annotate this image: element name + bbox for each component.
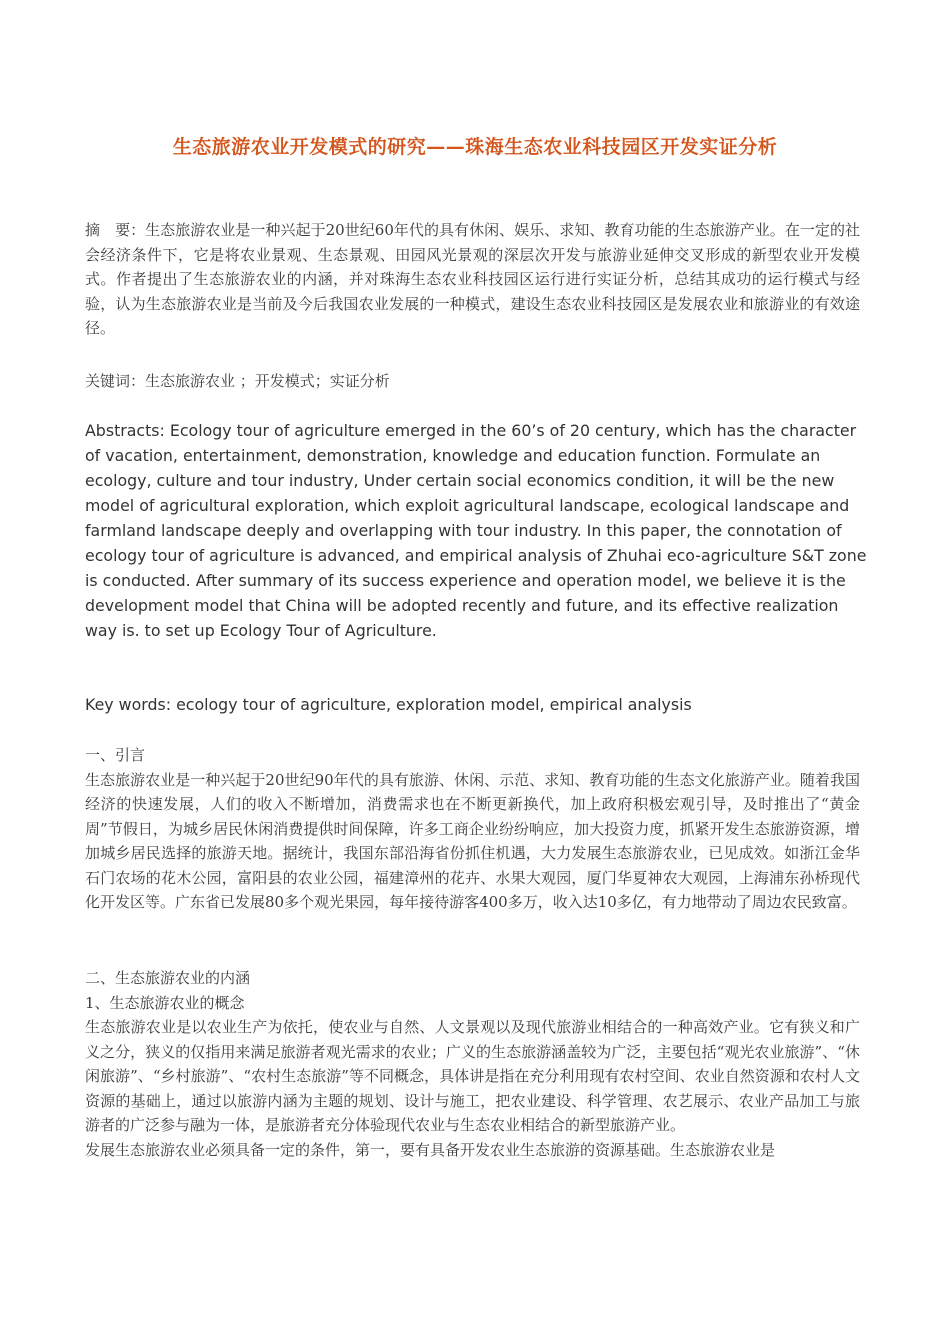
section-paragraph: 生态旅游农业是以农业生产为依托，使农业与自然、人文景观以及现代旅游业相结合的一种高效产业。它有狭义和广义之分，狭义的仅指用来满足旅游者观光需求的农业；广义的生态旅游涵盖较为广泛，主要包括“观光农业旅游”、“休闲旅游”、“乡村旅游”、“农村生态旅游”等不同概念，具体讲是指在充分利用现有农村空间、农业自然资源和农村人文资源的基础上，通过以旅游内涵为主题的规划、设计与施工，把农业建设、科学管理、农艺展示、农业产品加工与旅游者的广泛参与融为一体，是旅游者充分体验现代农业与生态农业相结合的新型旅游产业。 bbox=[85, 1018, 860, 1134]
abstract-cn: 摘 要：生态旅游农业是一种兴起于20世纪60年代的具有休闲、娱乐、求知、教育功能的生态旅游产业。在一定的社会经济条件下，它是将农业景观、生态景观、田园风光景观的深层次开发与旅游业延伸交叉形成的新型农业开发模式。作者提出了生态旅游农业的内涵，并对珠海生态农业科技园区运行进行实证分析，总结其成功的运行模式与经验，认为生态旅游农业是当前及今后我国农业发展的一种模式，建设生态农业科技园区是发展农业和旅游业的有效途径。 bbox=[85, 221, 860, 337]
section-heading: 一、引言 bbox=[85, 746, 146, 764]
section-introduction bbox=[85, 743, 860, 915]
section-connotation bbox=[85, 966, 860, 1162]
section-heading: 二、生态旅游农业的内涵 bbox=[85, 969, 251, 987]
section-subheading: 1、生态旅游农业的概念 bbox=[85, 993, 245, 1012]
section-paragraph: 生态旅游农业是一种兴起于20世纪90年代的具有旅游、休闲、示范、求知、教育功能的生态文化旅游产业。随着我国经济的快速发展，人们的收入不断增加，消费需求也在不断更新换代，加上政府积极宏观引导，及时推出了“黄金周”节假日，为城乡居民休闲消费提供时间保障，许多工商企业纷纷响应，加大投资力度，抓紧开发生态旅游资源，增加城乡居民选择的旅游天地。据统计，我国东部沿海省份抓住机遇，大力发展生态旅游农业，已见成效。如浙江金华石门农场的花木公园，富阳县的农业公园，福建漳州的花卉、水果大观园，厦门华夏神农大观园，上海浦东孙桥现代化开发区等。广东省已发展80多个观光果园，每年接待游客400多万，收入达10多亿，有力地带动了周边农民致富。 bbox=[85, 770, 860, 911]
abstract-en: Abstracts: Ecology tour of agriculture emerged in the 60’s of 20 century, which has the character of vacation, entertainment, demonstration, knowledge and education function. Formulate an ecology, culture and tour industry, Under certain social economics condition, it will be the new model of agricultural exploration, which exploit agricultural landscape, ecological landscape and farmland landscape deeply and overlapping with tour industry. In this paper, the connotation of ecology tour of agriculture is advanced, and empirical analysis of Zhuhai eco-agriculture S&T zone is conducted. After summary of its success experience and operation model, we believe it is the development model that China will be adopted recently and future, and its effective realization way is. to set up Ecology Tour of Agriculture. bbox=[85, 421, 867, 640]
keywords-en: Key words: ecology tour of agriculture, exploration model, empirical analysis bbox=[85, 695, 692, 714]
section-paragraph: 发展生态旅游农业必须具备一定的条件，第一，要有具备开发农业生态旅游的资源基础。生态旅游农业是 bbox=[85, 1140, 776, 1159]
keywords-cn: 关键词：生态旅游农业 ；开发模式；实证分析 bbox=[85, 372, 390, 390]
page-title: 生态旅游农业开发模式的研究——珠海生态农业科技园区开发实证分析 bbox=[172, 136, 778, 158]
